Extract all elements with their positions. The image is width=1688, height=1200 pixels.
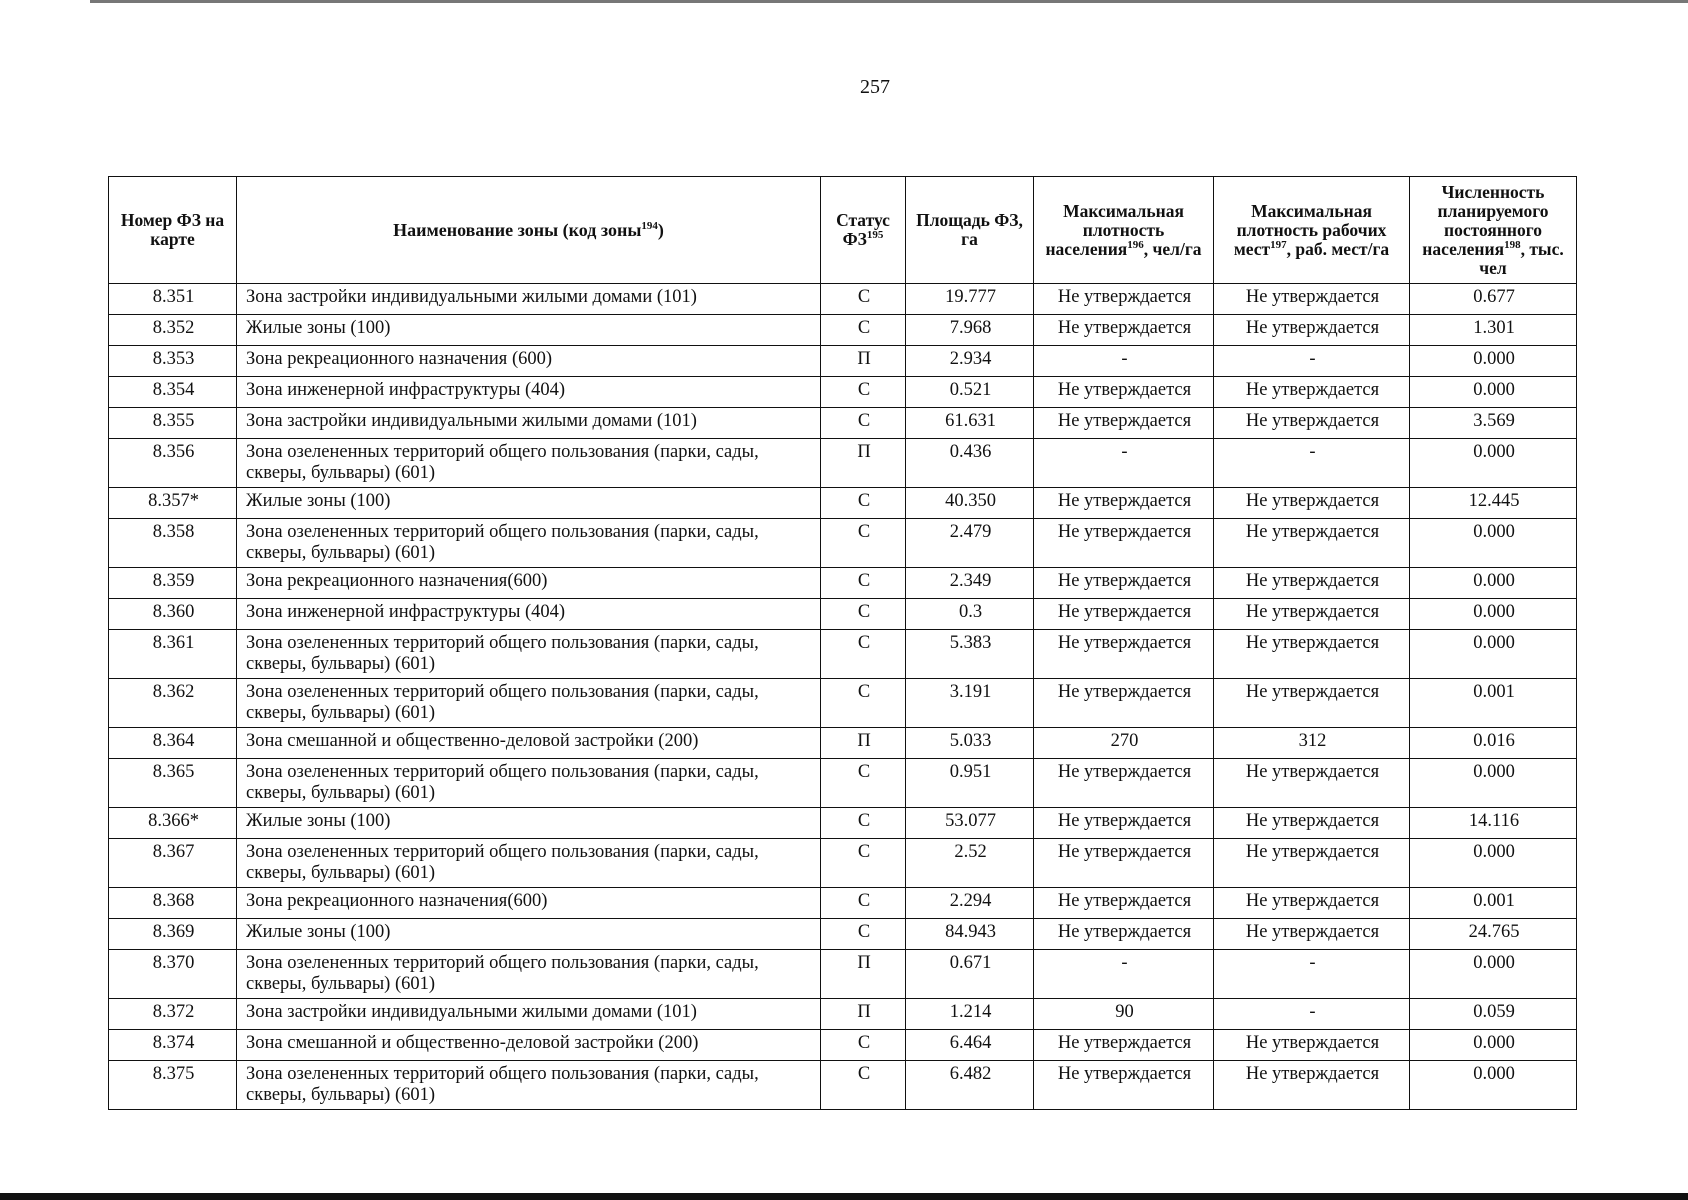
cell-zone-name: Жилые зоны (100) [237,488,821,519]
cell-planned-population: 0.001 [1410,679,1577,728]
table-header-row [109,177,1577,284]
cell-workplace-density: Не утверждается [1214,519,1410,568]
cell-workplace-density: Не утверждается [1214,759,1410,808]
cell-num: 8.369 [109,919,237,950]
cell-workplace-density: Не утверждается [1214,888,1410,919]
header-name: Наименование зоны (код зоны$^{194}$) [237,177,821,284]
cell-num: 8.356 [109,439,237,488]
cell-planned-population: 0.000 [1410,439,1577,488]
cell-zone-name: Жилые зоны (100) [237,919,821,950]
cell-planned-population: 0.000 [1410,1030,1577,1061]
cell-status: С [821,839,906,888]
cell-zone-name: Зона инженерной инфраструктуры (404) [237,599,821,630]
cell-zone-name: Зона рекреационного назначения(600) [237,888,821,919]
cell-population-density: Не утверждается [1034,808,1214,839]
cell-workplace-density: Не утверждается [1214,839,1410,888]
cell-area: 53.077 [906,808,1034,839]
cell-status: П [821,728,906,759]
cell-population-density: Не утверждается [1034,630,1214,679]
cell-num: 8.355 [109,408,237,439]
table-row [109,377,1577,408]
cell-zone-name: Зона озелененных территорий общего пользования (парки, сады, скверы, бульвары) (601) [237,1061,821,1110]
cell-planned-population: 14.116 [1410,808,1577,839]
cell-status: С [821,759,906,808]
cell-population-density: Не утверждается [1034,568,1214,599]
cell-zone-name: Жилые зоны (100) [237,808,821,839]
cell-workplace-density: Не утверждается [1214,315,1410,346]
cell-population-density: Не утверждается [1034,919,1214,950]
cell-num: 8.362 [109,679,237,728]
cell-planned-population: 0.000 [1410,519,1577,568]
cell-status: П [821,950,906,999]
cell-workplace-density: Не утверждается [1214,808,1410,839]
cell-status: С [821,1030,906,1061]
cell-area: 6.482 [906,1061,1034,1110]
cell-status: П [821,346,906,377]
cell-planned-population: 0.000 [1410,630,1577,679]
header-num: Номер ФЗ на карте [109,177,237,284]
cell-num: 8.352 [109,315,237,346]
table-row [109,679,1577,728]
cell-population-density: - [1034,439,1214,488]
table-row [109,346,1577,377]
table-row [109,759,1577,808]
page-number: 257 [860,76,890,98]
cell-status: С [821,284,906,315]
cell-num: 8.354 [109,377,237,408]
cell-planned-population: 1.301 [1410,315,1577,346]
table-row [109,568,1577,599]
table-row [109,728,1577,759]
cell-planned-population: 12.445 [1410,488,1577,519]
cell-population-density: 270 [1034,728,1214,759]
cell-population-density: Не утверждается [1034,839,1214,888]
table-row [109,519,1577,568]
table-row [109,808,1577,839]
cell-num: 8.359 [109,568,237,599]
cell-num: 8.361 [109,630,237,679]
cell-num: 8.353 [109,346,237,377]
cell-area: 84.943 [906,919,1034,950]
table-row [109,284,1577,315]
cell-workplace-density: Не утверждается [1214,568,1410,599]
cell-status: П [821,999,906,1030]
cell-status: С [821,599,906,630]
cell-area: 3.191 [906,679,1034,728]
cell-workplace-density: Не утверждается [1214,377,1410,408]
cell-zone-name: Зона застройки индивидуальными жилыми домами (101) [237,999,821,1030]
cell-population-density: Не утверждается [1034,1030,1214,1061]
cell-planned-population: 0.000 [1410,599,1577,630]
cell-zone-name: Зона озелененных территорий общего пользования (парки, сады, скверы, бульвары) (601) [237,679,821,728]
cell-status: С [821,919,906,950]
cell-area: 2.479 [906,519,1034,568]
scan-border-bottom [0,1193,1688,1200]
cell-area: 5.383 [906,630,1034,679]
cell-status: С [821,568,906,599]
cell-workplace-density: Не утверждается [1214,1061,1410,1110]
cell-population-density: Не утверждается [1034,377,1214,408]
cell-population-density: Не утверждается [1034,284,1214,315]
cell-zone-name: Зона смешанной и общественно-деловой застройки (200) [237,728,821,759]
cell-population-density: Не утверждается [1034,599,1214,630]
cell-area: 2.52 [906,839,1034,888]
cell-planned-population: 0.016 [1410,728,1577,759]
cell-planned-population: 0.000 [1410,950,1577,999]
cell-num: 8.360 [109,599,237,630]
cell-area: 0.436 [906,439,1034,488]
cell-area: 2.934 [906,346,1034,377]
cell-population-density: Не утверждается [1034,1061,1214,1110]
cell-planned-population: 0.001 [1410,888,1577,919]
table-row [109,488,1577,519]
cell-workplace-density: - [1214,346,1410,377]
cell-status: С [821,377,906,408]
cell-status: С [821,519,906,568]
cell-zone-name: Зона рекреационного назначения (600) [237,346,821,377]
cell-num: 8.364 [109,728,237,759]
cell-num: 8.370 [109,950,237,999]
header-status: Статус ФЗ$^{195}$ [821,177,906,284]
cell-status: П [821,439,906,488]
cell-planned-population: 0.000 [1410,839,1577,888]
table-row [109,839,1577,888]
cell-num: 8.375 [109,1061,237,1110]
table-row [109,599,1577,630]
cell-num: 8.372 [109,999,237,1030]
cell-workplace-density: Не утверждается [1214,284,1410,315]
cell-num: 8.366* [109,808,237,839]
cell-num: 8.351 [109,284,237,315]
cell-workplace-density: Не утверждается [1214,488,1410,519]
cell-zone-name: Зона озелененных территорий общего пользования (парки, сады, скверы, бульвары) (601) [237,759,821,808]
cell-area: 1.214 [906,999,1034,1030]
cell-population-density: - [1034,346,1214,377]
cell-workplace-density: - [1214,999,1410,1030]
cell-population-density: Не утверждается [1034,488,1214,519]
table-row [109,315,1577,346]
cell-workplace-density: Не утверждается [1214,919,1410,950]
header-workplace-density: Максимальная плотность рабочих мест$^{197}$, раб. мест/га [1214,177,1410,284]
cell-planned-population: 0.059 [1410,999,1577,1030]
cell-workplace-density: - [1214,950,1410,999]
table-row [109,1030,1577,1061]
cell-zone-name: Зона озелененных территорий общего пользования (парки, сады, скверы, бульвары) (601) [237,439,821,488]
table-body [109,284,1577,1110]
cell-population-density: Не утверждается [1034,408,1214,439]
cell-area: 0.3 [906,599,1034,630]
cell-planned-population: 0.000 [1410,759,1577,808]
header-population-density: Максимальная плотность населения$^{196}$, чел/га [1034,177,1214,284]
header-area: Площадь ФЗ, га [906,177,1034,284]
cell-area: 6.464 [906,1030,1034,1061]
table-row [109,408,1577,439]
cell-planned-population: 24.765 [1410,919,1577,950]
table-row [109,919,1577,950]
cell-status: С [821,488,906,519]
cell-num: 8.374 [109,1030,237,1061]
cell-area: 2.294 [906,888,1034,919]
cell-planned-population: 0.000 [1410,568,1577,599]
cell-num: 8.365 [109,759,237,808]
cell-area: 61.631 [906,408,1034,439]
cell-population-density: - [1034,950,1214,999]
cell-population-density: Не утверждается [1034,519,1214,568]
cell-zone-name: Жилые зоны (100) [237,315,821,346]
cell-planned-population: 0.677 [1410,284,1577,315]
cell-planned-population: 3.569 [1410,408,1577,439]
cell-zone-name: Зона рекреационного назначения(600) [237,568,821,599]
cell-area: 19.777 [906,284,1034,315]
cell-status: С [821,888,906,919]
cell-zone-name: Зона озелененных территорий общего пользования (парки, сады, скверы, бульвары) (601) [237,950,821,999]
table-row [109,1061,1577,1110]
cell-workplace-density: Не утверждается [1214,599,1410,630]
zones-table [108,176,1577,1110]
table-row [109,950,1577,999]
cell-area: 0.521 [906,377,1034,408]
cell-status: С [821,630,906,679]
cell-area: 7.968 [906,315,1034,346]
cell-population-density: Не утверждается [1034,315,1214,346]
cell-num: 8.357* [109,488,237,519]
cell-planned-population: 0.000 [1410,346,1577,377]
cell-status: С [821,808,906,839]
cell-population-density: Не утверждается [1034,759,1214,808]
cell-workplace-density: Не утверждается [1214,408,1410,439]
cell-status: С [821,679,906,728]
cell-zone-name: Зона инженерной инфраструктуры (404) [237,377,821,408]
table-row [109,999,1577,1030]
cell-zone-name: Зона озелененных территорий общего пользования (парки, сады, скверы, бульвары) (601) [237,519,821,568]
cell-planned-population: 0.000 [1410,1061,1577,1110]
cell-zone-name: Зона озелененных территорий общего пользования (парки, сады, скверы, бульвары) (601) [237,630,821,679]
cell-planned-population: 0.000 [1410,377,1577,408]
cell-workplace-density: Не утверждается [1214,630,1410,679]
cell-population-density: Не утверждается [1034,679,1214,728]
cell-area: 2.349 [906,568,1034,599]
cell-zone-name: Зона озелененных территорий общего пользования (парки, сады, скверы, бульвары) (601) [237,839,821,888]
table-row [109,888,1577,919]
cell-area: 0.671 [906,950,1034,999]
scan-border-top [90,0,1688,3]
cell-zone-name: Зона смешанной и общественно-деловой застройки (200) [237,1030,821,1061]
cell-zone-name: Зона застройки индивидуальными жилыми домами (101) [237,284,821,315]
cell-workplace-density: Не утверждается [1214,1030,1410,1061]
cell-population-density: Не утверждается [1034,888,1214,919]
table-row [109,439,1577,488]
cell-area: 40.350 [906,488,1034,519]
cell-workplace-density: - [1214,439,1410,488]
cell-status: С [821,315,906,346]
cell-area: 5.033 [906,728,1034,759]
cell-status: С [821,1061,906,1110]
cell-zone-name: Зона застройки индивидуальными жилыми домами (101) [237,408,821,439]
cell-workplace-density: Не утверждается [1214,679,1410,728]
cell-area: 0.951 [906,759,1034,808]
cell-workplace-density: 312 [1214,728,1410,759]
cell-num: 8.367 [109,839,237,888]
cell-num: 8.358 [109,519,237,568]
cell-num: 8.368 [109,888,237,919]
cell-population-density: 90 [1034,999,1214,1030]
table-row [109,630,1577,679]
header-planned-population: Численность планируемого постоянного населения$^{198}$, тыс. чел [1410,177,1577,284]
cell-status: С [821,408,906,439]
